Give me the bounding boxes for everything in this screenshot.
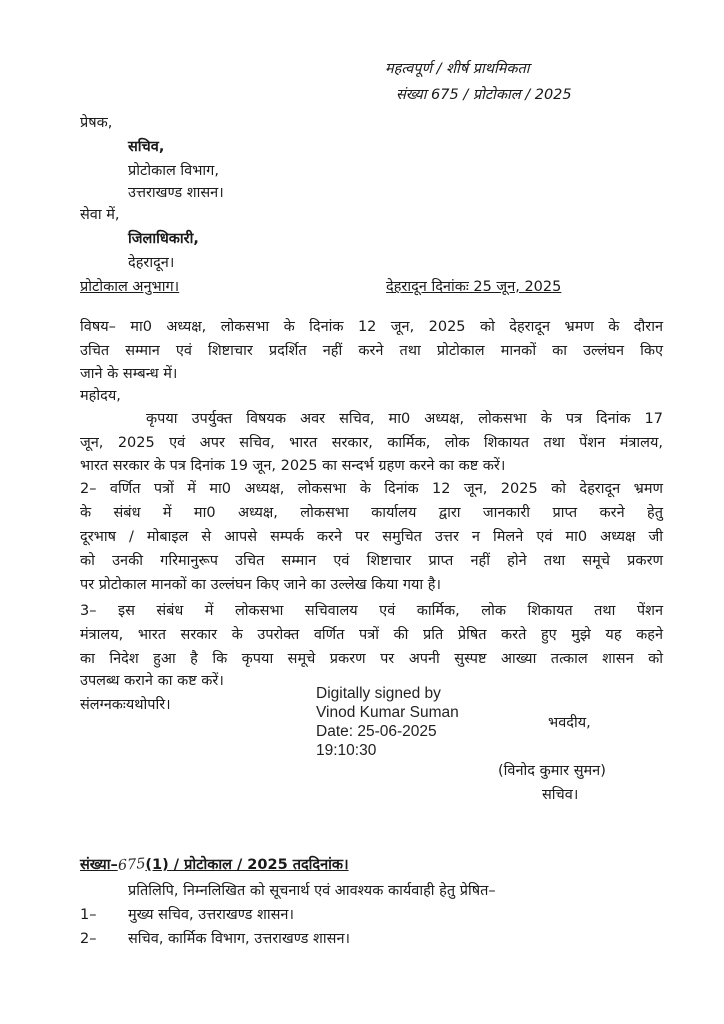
para1-line-2: जून, 2025 एवं अपर सचिव, भारत सरकार, कार्मिक, लोक शिकायत तथा पेंशन मंत्रालय,: [80, 435, 663, 451]
para2-line-4: को उनकी गरिमानुरूप उचित सम्मान एवं शिष्टाचार प्राप्त नहीं होने तथा समूचे प्रकरण: [80, 553, 663, 569]
recipient-place: देहरादून।: [128, 255, 175, 271]
copy-ref-suffix: (1) / प्रोटोकाल / 2025 तददिनांक।: [145, 857, 349, 873]
copy-item-1-text: मुख्य सचिव, उत्तराखण्ड शासन।: [128, 907, 294, 923]
handwritten-number: 675: [117, 856, 146, 874]
sender-label: प्रेषक,: [80, 115, 113, 131]
para2-line-1: 2– वर्णित पत्रों में मा0 अध्यक्ष, लोकसभा के दिनांक 12 जून, 2025 को देहरादून भ्रमण: [80, 481, 663, 497]
copy-intro: प्रतिलिपि, निम्नलिखित को सूचनार्थ एवं आवश्यक कार्यवाही हेतु प्रेषित–: [128, 883, 496, 899]
para2-line-5: पर प्रोटोकाल मानकों का उल्लंघन किए जाने का उल्लेख किया गया है।: [80, 577, 441, 593]
salutation: महोदय,: [80, 388, 121, 404]
signature-line-4: 19:10:30: [316, 742, 377, 759]
closing-yours: भवदीय,: [548, 715, 591, 731]
signatory-name: (विनोद कुमार सुमन): [498, 763, 606, 779]
para1-line-1: कृपया उपर्युक्त विषयक अवर सचिव, मा0 अध्यक्ष, लोकसभा के पत्र दिनांक 17: [146, 411, 663, 427]
signature-line-2: Vinod Kumar Suman: [316, 704, 459, 721]
sender-title: सचिव,: [128, 139, 165, 155]
copy-item-2-text: सचिव, कार्मिक विभाग, उत्तराखण्ड शासन।: [128, 931, 350, 947]
copy-reference: [80, 856, 349, 875]
date-line: देहरादून दिनांकः 25 जून, 2025: [386, 279, 562, 295]
copy-item-1-number: 1–: [80, 907, 97, 923]
copy-item-2-number: 2–: [80, 931, 97, 947]
signature-line-1: Digitally signed by: [316, 685, 441, 702]
para1-line-3: भारत सरकार के पत्र दिनांक 19 जून, 2025 का सन्दर्भ ग्रहण करने का कष्ट करें।: [80, 458, 506, 474]
reference-number: संख्या 675 / प्रोटोकाल / 2025: [396, 87, 572, 103]
subject-line-1: विषय– मा0 अध्यक्ष, लोकसभा के दिनांक 12 जून, 2025 को देहरादून भ्रमण के दौरान: [80, 319, 663, 335]
copy-ref-prefix: संख्या–: [80, 857, 118, 873]
sender-dept: प्रोटोकाल विभाग,: [128, 163, 219, 179]
recipient-label: सेवा में,: [80, 207, 120, 223]
signature-line-3: Date: 25-06-2025: [316, 723, 437, 740]
enclosure: संलग्नकःयथोपरि।: [80, 697, 171, 713]
subject-line-2: उचित सम्मान एवं शिष्टाचार प्रदर्शित नहीं करने तथा प्रोटोकाल मानकों का उल्लंघन किए: [80, 343, 663, 359]
subject-line-3: जाने के सम्बन्ध में।: [80, 366, 178, 382]
signatory-designation: सचिव।: [542, 787, 579, 803]
para2-line-3: दूरभाष / मोबाइल से आपसे सम्पर्क करने पर समुचित उत्तर न मिलने एवं मा0 अध्यक्ष जी: [80, 529, 663, 545]
para3-line-4: उपलब्ध कराने का कष्ट करें।: [80, 673, 224, 689]
para3-line-2: मंत्रालय, भारत सरकार के उपरोक्त वर्णित पत्रों की प्रति प्रेषित करते हुए मुझे यह कहने: [80, 627, 663, 643]
sender-govt: उत्तराखण्ड शासन।: [128, 185, 224, 201]
priority-label: महत्वपूर्ण / शीर्ष प्राथमिकता: [385, 61, 530, 77]
para3-line-3: का निदेश हुआ है कि कृपया समूचे प्रकरण पर अपनी सुस्पष्ट आख्या तत्काल शासन को: [80, 651, 663, 667]
section-name: प्रोटोकाल अनुभाग।: [80, 279, 180, 295]
para2-line-2: के संबंध में मा0 अध्यक्ष, लोकसभा कार्यालय द्वारा जानकारी प्राप्त करने हेतु: [80, 505, 663, 521]
recipient-title: जिलाधिकारी,: [128, 231, 199, 247]
para3-line-1: 3– इस संबंध में लोकसभा सचिवालय एवं कार्मिक, लोक शिकायत तथा पेंशन: [80, 603, 663, 619]
